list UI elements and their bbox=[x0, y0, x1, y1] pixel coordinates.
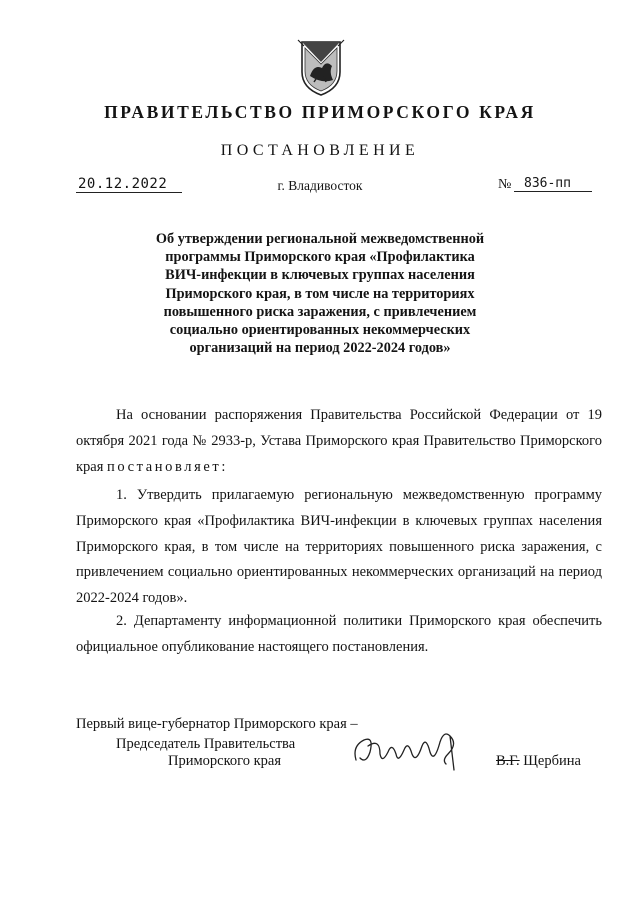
basis-text: На основании распоряжения Правительства Российской Федерации от 19 октября 2021 года № 2933-р, Устава Приморского края Правительство Приморского края bbox=[76, 407, 602, 475]
body-paragraph-basis bbox=[76, 403, 602, 480]
document-title: Об утверждении региональной межведомственной программы Приморского края «Профилактика ВИЧ-инфекции в ключевых группах населения Приморского края, в том числе на территориях повышенного риска заражения, с привлечением социально ориентированных некоммерческих организаций на период 2022-2024 годов» bbox=[155, 231, 485, 357]
signatory-initials: В.Г. bbox=[496, 753, 520, 769]
signatory-position-line-1: Первый вице-губернатор Приморского края – bbox=[76, 716, 358, 732]
signatory-position-line-3: Приморского края bbox=[168, 753, 282, 769]
document-number: 836-пп bbox=[514, 176, 592, 192]
coat-of-arms-emblem bbox=[296, 38, 346, 98]
document-type: ПОСТАНОВЛЕНИЕ bbox=[220, 142, 420, 159]
signatory-surname: Щербина bbox=[523, 753, 581, 769]
number-sign: № bbox=[498, 177, 512, 192]
signatory-name bbox=[496, 751, 581, 771]
body-paragraph-item-2: 2. Департаменту информационной политики Приморского края обеспечить официальное опубликование настоящего постановления. bbox=[76, 613, 602, 655]
document-city: г. Владивосток bbox=[277, 178, 363, 193]
body-paragraph-item-1: 1. Утвердить прилагаемую региональную межведомственную программу Приморского края «Профилактика ВИЧ-инфекции в ключевых группах населения Приморского края, в том числе на территориях повышенного риска заражения, с привлечением социально ориентированных некоммерческих организаций на период 2022-2024 годов». bbox=[76, 487, 602, 607]
signatory-position-line-2: Председатель Правительства bbox=[116, 736, 296, 752]
handwritten-signature bbox=[350, 724, 475, 774]
document-date: 20.12.2022 bbox=[76, 176, 182, 193]
resolves-word: постановляет: bbox=[107, 458, 228, 475]
government-name: ПРАВИТЕЛЬСТВО ПРИМОРСКОГО КРАЯ bbox=[104, 102, 536, 122]
